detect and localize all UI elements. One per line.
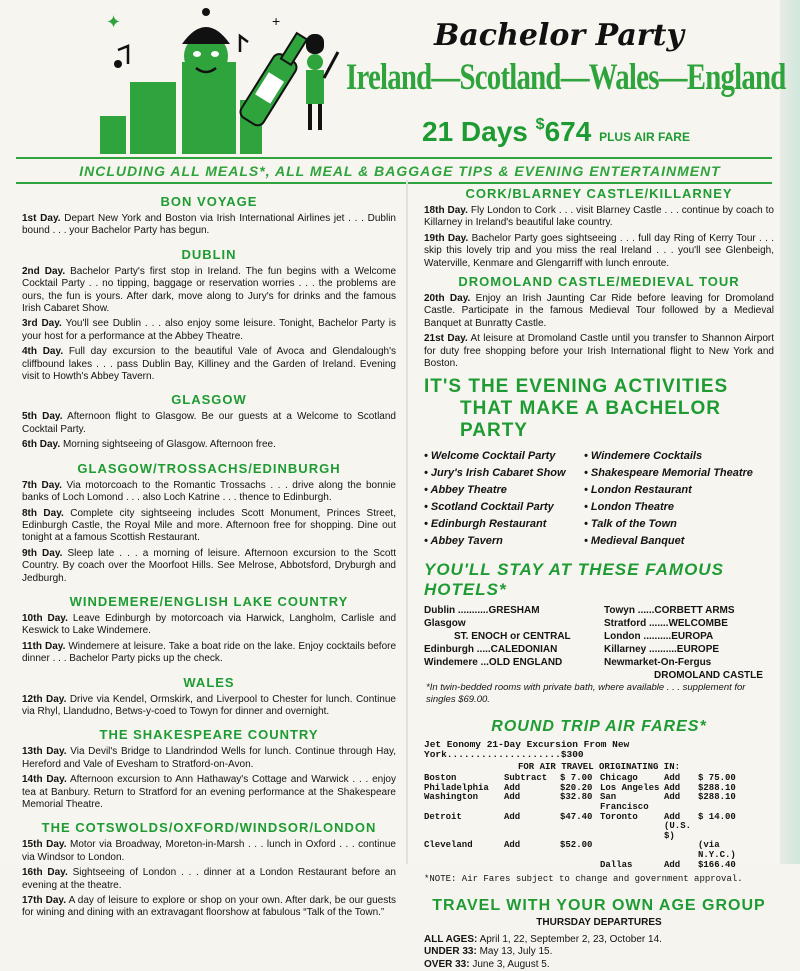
section-glasgow (22, 392, 396, 451)
section-trossachs (22, 461, 396, 585)
section-windemere (22, 594, 396, 666)
day-label: 12th Day. (22, 693, 67, 705)
divider-bottom (16, 182, 772, 184)
section-cotswolds (22, 820, 396, 919)
day-label: 6th Day. (22, 439, 61, 451)
fare-cell: Philadelphia (424, 782, 489, 793)
activity-item: • Medieval Banquet (584, 535, 685, 548)
price-currency: $ (535, 116, 545, 133)
day-label: 20th Day. (424, 293, 471, 305)
day-text: Bachelor Party goes sightseeing . . . full day Ring of Kerry Tour . . . skip this lovely trip and you miss the real Ireland . . . you'll see Glenbeigh, Waterville, Kenmare and Glengarriff with lunch enroute. (424, 232, 774, 269)
fare-cell: Dallas (600, 859, 633, 870)
activity-item: • Edinburgh Restaurant (424, 518, 547, 531)
fare-cell: $52.00 (560, 840, 593, 851)
fare-cell: San Francisco (600, 792, 649, 813)
fare-cell: $47.40 (560, 811, 593, 822)
hotel-entry: Newmarket-On-Fergus (604, 657, 712, 669)
day-entry (22, 895, 396, 920)
day-label: 3rd Day. (22, 318, 62, 330)
fare-cell (424, 861, 504, 871)
day-text: Full day excursion to the beautiful Vale of Avoca and Glendalough's cliffbound lakes . . . pass Dublin Bay, Killiney and the Garden of Ireland. Evening visit to Howth's Abbey Tavern. (22, 346, 396, 383)
fare-cell: Toronto (600, 811, 638, 822)
activity-item: • Windemere Cocktails (584, 450, 703, 463)
day-entry (424, 333, 774, 370)
fare-cell (664, 841, 698, 860)
hotels-title: YOU'LL STAY AT THESE FAMOUS HOTELS* (424, 560, 724, 600)
section-title: THE SHAKESPEARE COUNTRY (99, 727, 319, 743)
fare-cell: Add (664, 773, 681, 784)
section-title: CORK/BLARNEY CASTLE/KILLARNEY (465, 186, 733, 201)
fare-cell: $288.10 (698, 782, 736, 793)
tour-countries: Ireland—Scotland—Wales—England (346, 57, 786, 98)
day-entry (22, 839, 396, 864)
section-dromoland (424, 274, 774, 370)
section-title: BON VOYAGE (160, 194, 258, 209)
fare-cell: $ 14.00 (698, 811, 736, 822)
day-text: Complete city sightseeing includes Scott Monument, Princes Street, Edinburgh Castle, the Royal Mile and more. Afternoon free for shopping. Dine out tonight at a famous Scottish Restaurant. (22, 507, 396, 544)
age-group-row (424, 946, 774, 959)
day-label: 4th Day. (22, 346, 64, 358)
hotel-entry: Stratford .......WELCOMBE (604, 618, 728, 630)
age-label: OVER 33: (424, 958, 470, 970)
day-label: 18th Day. (424, 205, 468, 216)
fare-cell: Chicago (600, 773, 638, 784)
hotel-entry: Towyn ......CORBETT ARMS (604, 605, 735, 617)
age-label: UNDER 33: (424, 946, 477, 958)
day-label: 8th Day. (22, 507, 64, 519)
day-text: Morning sightseeing of Glasgow. Afternoon free. (62, 439, 276, 451)
fare-cell: Add (664, 792, 681, 803)
evening-title-line2: THAT MAKE A BACHELOR PARTY (460, 398, 721, 442)
fare-cell (504, 861, 560, 871)
day-text: Sleep late . . . a morning of leisure. Afternoon excursion to the Scott Country. By coach over the Moorfoot Hills. See Melrose, Abbotsford, Dryburgh and Jedburgh. (22, 547, 396, 584)
hotel-entry: DROMOLAND CASTLE (654, 670, 763, 682)
day-label: 15th Day. (22, 839, 67, 851)
hotels-footnote: *In twin-bedded rooms with private bath, where available . . . supplement for singles $69.00. (426, 682, 746, 706)
day-label: 2nd Day. (22, 265, 66, 277)
age-dates: April 1, 22, September 2, 23, October 14. (479, 933, 662, 945)
activity-item: • Welcome Cocktail Party (424, 450, 556, 463)
day-text: A day of leisure to explore or shop on your own. After dark, be our guests for wining and dining with an extravagant floorshow at fabulous “Talk of the Town.” (22, 895, 396, 919)
fare-cell: Subtract (504, 773, 548, 784)
section-cork (424, 186, 774, 270)
day-label: 16th Day. (22, 867, 68, 879)
fare-cell: Boston (424, 773, 457, 784)
fare-cell: Add (504, 792, 521, 803)
age-label: ALL AGES: (424, 933, 478, 945)
tour-title: Bachelor Party (434, 18, 684, 53)
section-title: DUBLIN (181, 246, 237, 262)
fare-cell: (via N.Y.C.) (698, 840, 736, 860)
fare-cell: Washington (424, 792, 479, 803)
hotel-entry: Killarney ..........EUROPE (604, 644, 720, 656)
day-text: Afternoon excursion to Ann Hathaway's Cottage and Warwick . . . enjoy tea at Banbury. Return to Stratford for an evening performance at the Shakespeare Memorial Theatre. (22, 774, 396, 810)
day-text: Leave Edinburgh by motorcoach via Harwick, Langholm, Carlisle and Keswick to Lake Windemere. (22, 612, 397, 637)
center-fold (406, 180, 408, 864)
section-title: THE COTSWOLDS/OXFORD/WINDSOR/LONDON (41, 820, 377, 836)
day-label: 19th Day. (424, 232, 469, 244)
tour-duration: 21 Days (422, 116, 528, 147)
evening-activities-list (424, 448, 774, 550)
activity-item: • Shakespeare Memorial Theatre (584, 467, 753, 480)
activity-item: • Abbey Tavern (424, 535, 503, 548)
day-entry (22, 694, 396, 719)
divider-top (16, 157, 772, 159)
day-entry (22, 346, 396, 383)
day-entry (22, 774, 396, 811)
day-label: 10th Day. (22, 612, 68, 624)
day-label: 11th Day. (22, 640, 66, 652)
day-text: Sightseeing of London . . . dinner at a London Restaurant before an evening at the theatre. (22, 867, 396, 891)
hotel-entry (424, 669, 604, 682)
day-entry (22, 213, 396, 238)
day-label: 1st Day. (22, 213, 61, 224)
svg-text:+: + (272, 13, 281, 29)
fare-cell (560, 861, 600, 871)
day-text: Via Devil's Bridge to Llandrindod Wells for lunch. Continue through Hay, Hereford and Vale of Evesham to Stratford-on-Avon. (22, 746, 396, 770)
fare-cell: Cleveland (424, 840, 473, 851)
day-text: Via motorcoach to the Romantic Trossachs . . . drive along the bonnie banks of Loch Lomond . . . also Loch Katrine . . . thence to Edinburgh. (22, 479, 396, 504)
hotel-entry: Windemere ...OLD ENGLAND (424, 657, 563, 669)
day-text: Motor via Broadway, Moreton-in-Marsh . . . lunch in Oxford . . . continue via Windsor to London. (22, 839, 396, 863)
fare-cell: Add (504, 840, 521, 851)
hotel-entry: London ..........EUROPA (604, 631, 714, 643)
day-text: Depart New York and Boston via Irish International Airlines jet . . . Dublin bound . . . your Bachelor Party has begun. (22, 213, 396, 237)
air-fares-title: ROUND TRIP AIR FARES* (491, 718, 707, 736)
day-entry (22, 318, 396, 343)
day-text: Bachelor Party's first stop in Ireland. The fun begins with a Welcome Cocktail Party . . no tipping, baggage or reservation worries . . . the problems are ours, the fun is yours. After dark, move along to Jury's for drinks and the famous Irish Cabaret Show. (22, 265, 397, 315)
day-text: Fly London to Cork . . . visit Blarney Castle . . . continue by coach to Killarney in Ireland's beautiful lake country. (424, 205, 774, 229)
day-entry (22, 480, 396, 505)
day-entry (22, 746, 396, 771)
hotel-entry: Glasgow (424, 618, 466, 630)
age-dates: May 13, July 15. (479, 946, 553, 958)
fare-cell: $288.10 (698, 792, 736, 803)
section-title: WALES (183, 674, 235, 690)
itinerary-left (22, 194, 396, 923)
day-entry (22, 548, 396, 585)
section-shakespeare (22, 727, 396, 811)
day-text: Windemere at leisure. Take a boat ride on the lake. Enjoy cocktails before dinner . . . Bachelor Party picks up the check. (22, 640, 397, 665)
fare-cell: Add (U.S. $) (664, 811, 692, 841)
day-entry (22, 508, 396, 545)
activity-item: • London Restaurant (584, 484, 692, 497)
section-title: GLASGOW (171, 392, 247, 408)
fare-cell: $ 7.00 (560, 773, 593, 784)
day-text: Afternoon flight to Glasgow. Be our guests at a Welcome to Scotland Cocktail Party. (22, 411, 396, 435)
day-label: 9th Day. (22, 547, 63, 559)
bachelor-party-illustration (100, 4, 350, 154)
section-wales (22, 675, 396, 719)
day-entry (22, 439, 396, 451)
day-entry (22, 641, 396, 666)
fares-footnote: *NOTE: Air Fares subject to change and government approval. (424, 874, 743, 885)
fares-subhead: FOR AIR TRAVEL ORIGINATING IN: (517, 761, 681, 772)
air-fare-note: PLUS AIR FARE (599, 130, 690, 144)
day-entry (22, 266, 396, 316)
fare-cell: Add (504, 782, 521, 793)
activity-item: • London Theatre (584, 501, 675, 514)
day-label: 13th Day. (22, 746, 67, 758)
age-group-title: TRAVEL WITH YOUR OWN AGE GROUP (432, 896, 766, 914)
day-text: Enjoy an Irish Jaunting Car Ride before leaving for Dromoland Castle. Participate in the famous Medieval Tour followed by a Medieval Banquet at Bunratty Castle. (424, 293, 774, 329)
age-dates: June 3, August 5. (472, 958, 550, 970)
day-entry (22, 613, 396, 638)
day-text: At leisure at Dromoland Castle until you transfer to Shannon Airport for duty free shopping before your Irish International flight to New York and Boston. (424, 333, 774, 370)
inclusions-banner: INCLUDING ALL MEALS*, ALL MEAL & BAGGAGE TIPS & EVENING ENTERTAINMENT (79, 163, 721, 179)
page-edge (780, 0, 800, 864)
fare-cell: Add (504, 811, 521, 822)
price-amount: 674 (544, 116, 592, 147)
hotel-entry: Dublin ...........GRESHAM (424, 605, 540, 617)
day-entry (424, 205, 774, 230)
day-entry (22, 411, 396, 436)
day-entry (424, 233, 774, 270)
activity-item: • Scotland Cocktail Party (424, 501, 554, 514)
day-entry (22, 867, 396, 892)
fare-cell (600, 841, 664, 860)
jet-fare-line: Jet Eonomy 21-Day Excursion From New York....................$300 (424, 739, 630, 761)
fare-cell: $32.80 (560, 792, 593, 803)
fare-cell: $20.20 (560, 782, 593, 793)
activity-item: • Talk of the Town (584, 518, 677, 531)
age-group-subtitle: THURSDAY DEPARTURES (536, 916, 662, 928)
section-dublin (22, 247, 396, 384)
day-label: 21st Day. (424, 333, 468, 345)
fare-cell: Add (664, 859, 681, 870)
day-entry (424, 293, 774, 330)
evening-activities-title (424, 376, 774, 442)
day-label: 5th Day. (22, 411, 63, 423)
svg-text:✦: ✦ (106, 12, 122, 32)
fares-table (424, 774, 774, 870)
age-group-row (424, 959, 774, 971)
hotel-entry: Edinburgh .....CALEDONIAN (424, 644, 558, 656)
hotels-list (424, 604, 774, 682)
day-text: Drive via Kendel, Ormskirk, and Liverpool to Chester for lunch. Continue via Rhyl, Llandudno, Betws-y-coed to Towyn for dinner and overnight. (22, 693, 396, 717)
section-title: GLASGOW/TROSSACHS/EDINBURGH (77, 460, 341, 476)
hotel-entry: ST. ENOCH or CENTRAL (454, 631, 571, 643)
fare-cell: $166.40 (698, 859, 736, 870)
section-bon-voyage (22, 194, 396, 238)
itinerary-right (424, 186, 774, 971)
section-title: DROMOLAND CASTLE/MEDIEVAL TOUR (458, 274, 740, 290)
day-label: 7th Day. (22, 479, 62, 491)
evening-title-line1: IT'S THE EVENING ACTIVITIES (424, 376, 729, 398)
fare-cell: Detroit (424, 811, 462, 822)
section-title: WINDEMERE/ENGLISH LAKE COUNTRY (69, 593, 349, 609)
age-group-row (424, 934, 774, 947)
fare-cell: $ 75.00 (698, 773, 736, 784)
fare-cell: Los Angeles (600, 782, 660, 793)
day-label: 17th Day. (22, 895, 67, 907)
activity-item: • Abbey Theatre (424, 484, 507, 497)
fare-cell: Add (664, 782, 681, 793)
activity-item: • Jury's Irish Cabaret Show (424, 467, 566, 480)
day-label: 14th Day. (22, 774, 67, 786)
day-text: You'll see Dublin . . . also enjoy some leisure. Tonight, Bachelor Party is your host for a performance at the Abbey Theatre. (22, 318, 396, 342)
tour-price (422, 116, 690, 148)
